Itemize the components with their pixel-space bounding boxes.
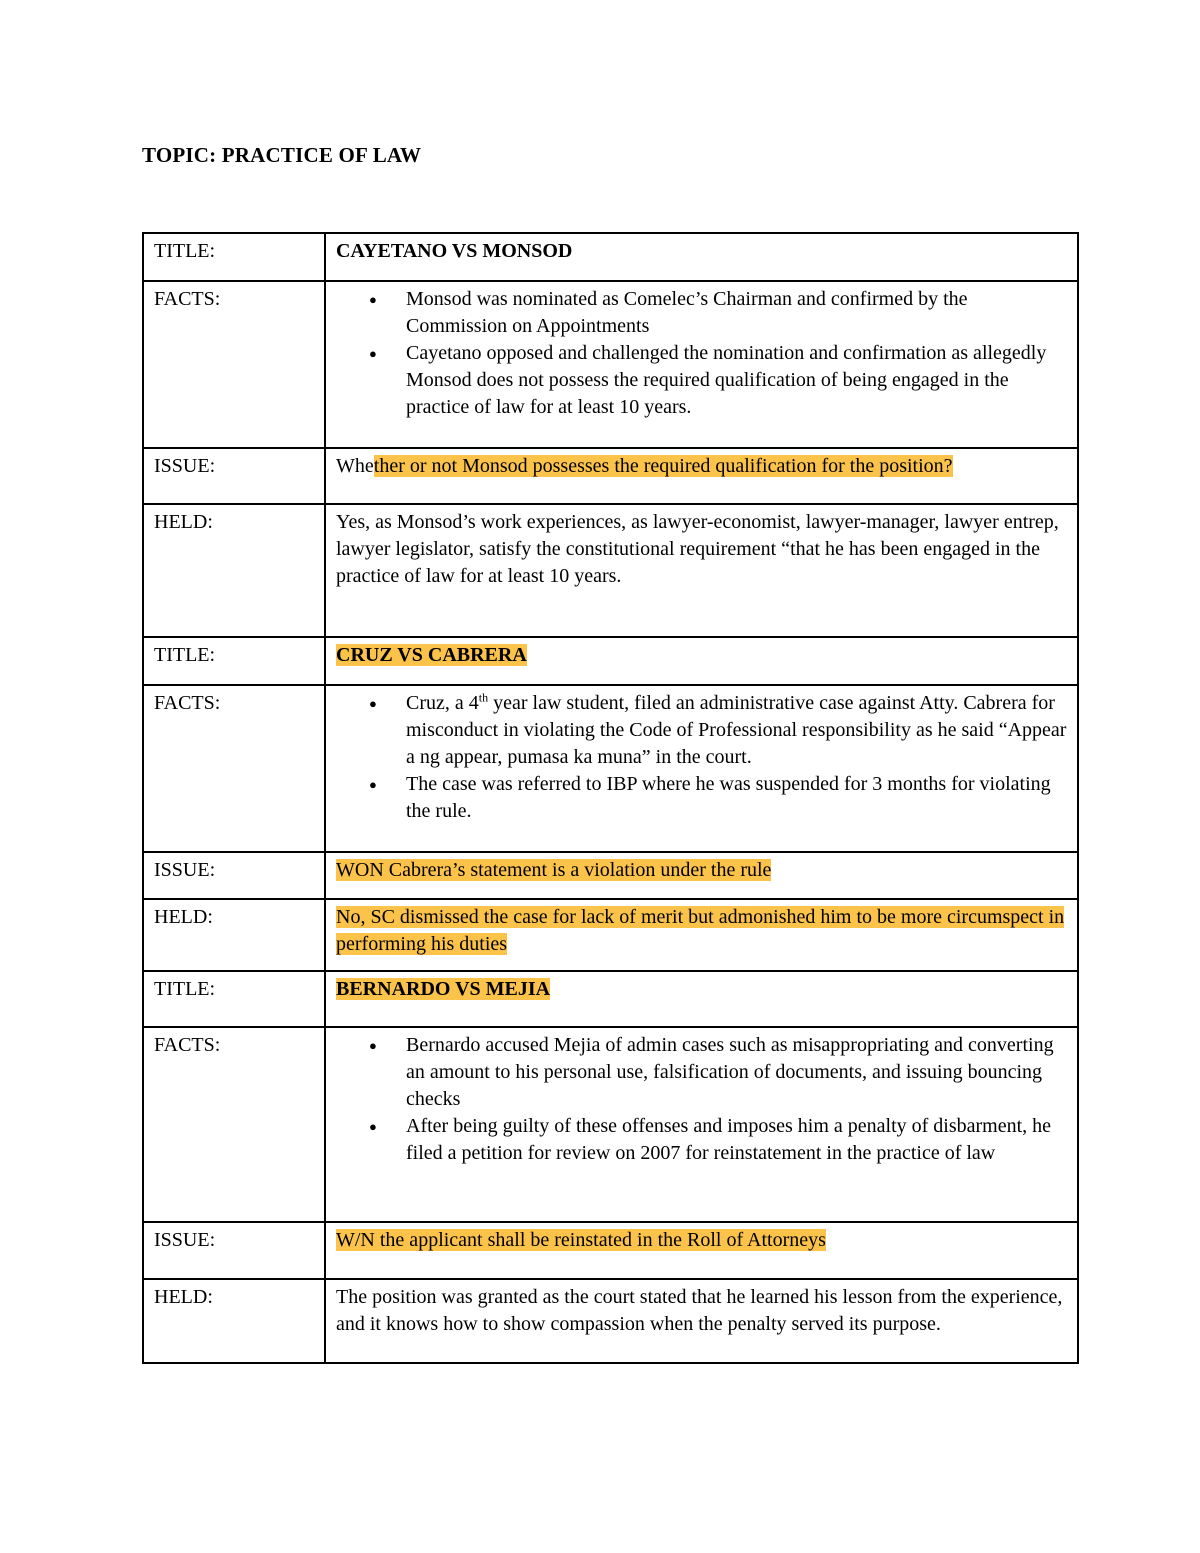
case-title-text: CRUZ VS CABRERA [336, 644, 527, 666]
table-row [143, 504, 1078, 637]
row-label-facts: FACTS: [143, 685, 325, 852]
row-label-held: HELD: [143, 1279, 325, 1363]
case-facts [325, 281, 1078, 448]
list-item: ● Bernardo accused Mejia of admin cases such as misappropriating and converting an amount to his personal use, falsification of documents, and issuing bouncing checks [406, 1032, 1067, 1113]
list-item: ● Cruz, a 4th year law student, filed an administrative case against Atty. Cabrera for misconduct in violating the Code of Professional responsibility as he said “Appear a ng appear, pumasa ka muna” in the court. [406, 690, 1067, 771]
list-item: ● Monsod was nominated as Comelec’s Chairman and confirmed by the Commission on Appointments [406, 286, 1067, 340]
case-title-text: CAYETANO VS MONSOD [336, 240, 573, 262]
case-title-text: BERNARDO VS MEJIA [336, 978, 551, 1000]
page-title: TOPIC: PRACTICE OF LAW [142, 143, 422, 167]
case-issue [325, 448, 1078, 504]
table-row [143, 685, 1078, 852]
case-facts [325, 1027, 1078, 1222]
table-row [143, 1027, 1078, 1222]
row-label-title: TITLE: [143, 971, 325, 1027]
case-held: The position was granted as the court stated that he learned his lesson from the experience, and it knows how to show compassion when the penalty served its purpose. [325, 1279, 1078, 1363]
row-label-issue: ISSUE: [143, 448, 325, 504]
case-issue [325, 852, 1078, 899]
facts-list [336, 286, 1067, 421]
row-label-held: HELD: [143, 504, 325, 637]
case-issue [325, 1222, 1078, 1279]
row-label-facts: FACTS: [143, 281, 325, 448]
issue-highlighted-text: W/N the applicant shall be reinstated in the Roll of Attorneys [336, 1229, 826, 1251]
case-digest-table [142, 232, 1079, 1364]
row-label-issue: ISSUE: [143, 1222, 325, 1279]
table-row [143, 971, 1078, 1027]
table-row [143, 233, 1078, 281]
case-title [325, 233, 1078, 281]
row-label-issue: ISSUE: [143, 852, 325, 899]
case-facts [325, 685, 1078, 852]
issue-text: Whe [336, 455, 374, 477]
table-row [143, 281, 1078, 448]
issue-highlighted-text: ther or not Monsod possesses the required qualification for the position? [373, 455, 953, 477]
case-title [325, 637, 1078, 685]
table-row [143, 852, 1078, 899]
facts-list [336, 690, 1067, 825]
row-label-title: TITLE: [143, 637, 325, 685]
table-row [143, 1279, 1078, 1363]
issue-highlighted-text: WON Cabrera’s statement is a violation under the rule [336, 859, 772, 881]
list-item: ● After being guilty of these offenses and imposes him a penalty of disbarment, he filed a petition for review on 2007 for reinstatement in the practice of law [406, 1113, 1067, 1167]
row-label-title: TITLE: [143, 233, 325, 281]
table-row [143, 1222, 1078, 1279]
table-row [143, 448, 1078, 504]
case-held [325, 899, 1078, 971]
table-row [143, 899, 1078, 971]
list-item: ● Cayetano opposed and challenged the nomination and confirmation as allegedly Monsod does not possess the required qualification of being engaged in the practice of law for at least 10 years. [406, 340, 1067, 421]
row-label-facts: FACTS: [143, 1027, 325, 1222]
table-row [143, 637, 1078, 685]
row-label-held: HELD: [143, 899, 325, 971]
list-item: ● The case was referred to IBP where he was suspended for 3 months for violating the rule. [406, 771, 1067, 825]
facts-list [336, 1032, 1067, 1167]
case-title [325, 971, 1078, 1027]
held-highlighted-text: No, SC dismissed the case for lack of merit but admonished him to be more circumspect in performing his duties [336, 906, 1065, 955]
case-held: Yes, as Monsod’s work experiences, as lawyer-economist, lawyer-manager, lawyer entrep, lawyer legislator, satisfy the constitutional requirement “that he has been engaged in the practice of law for at least 10 years. [325, 504, 1078, 637]
